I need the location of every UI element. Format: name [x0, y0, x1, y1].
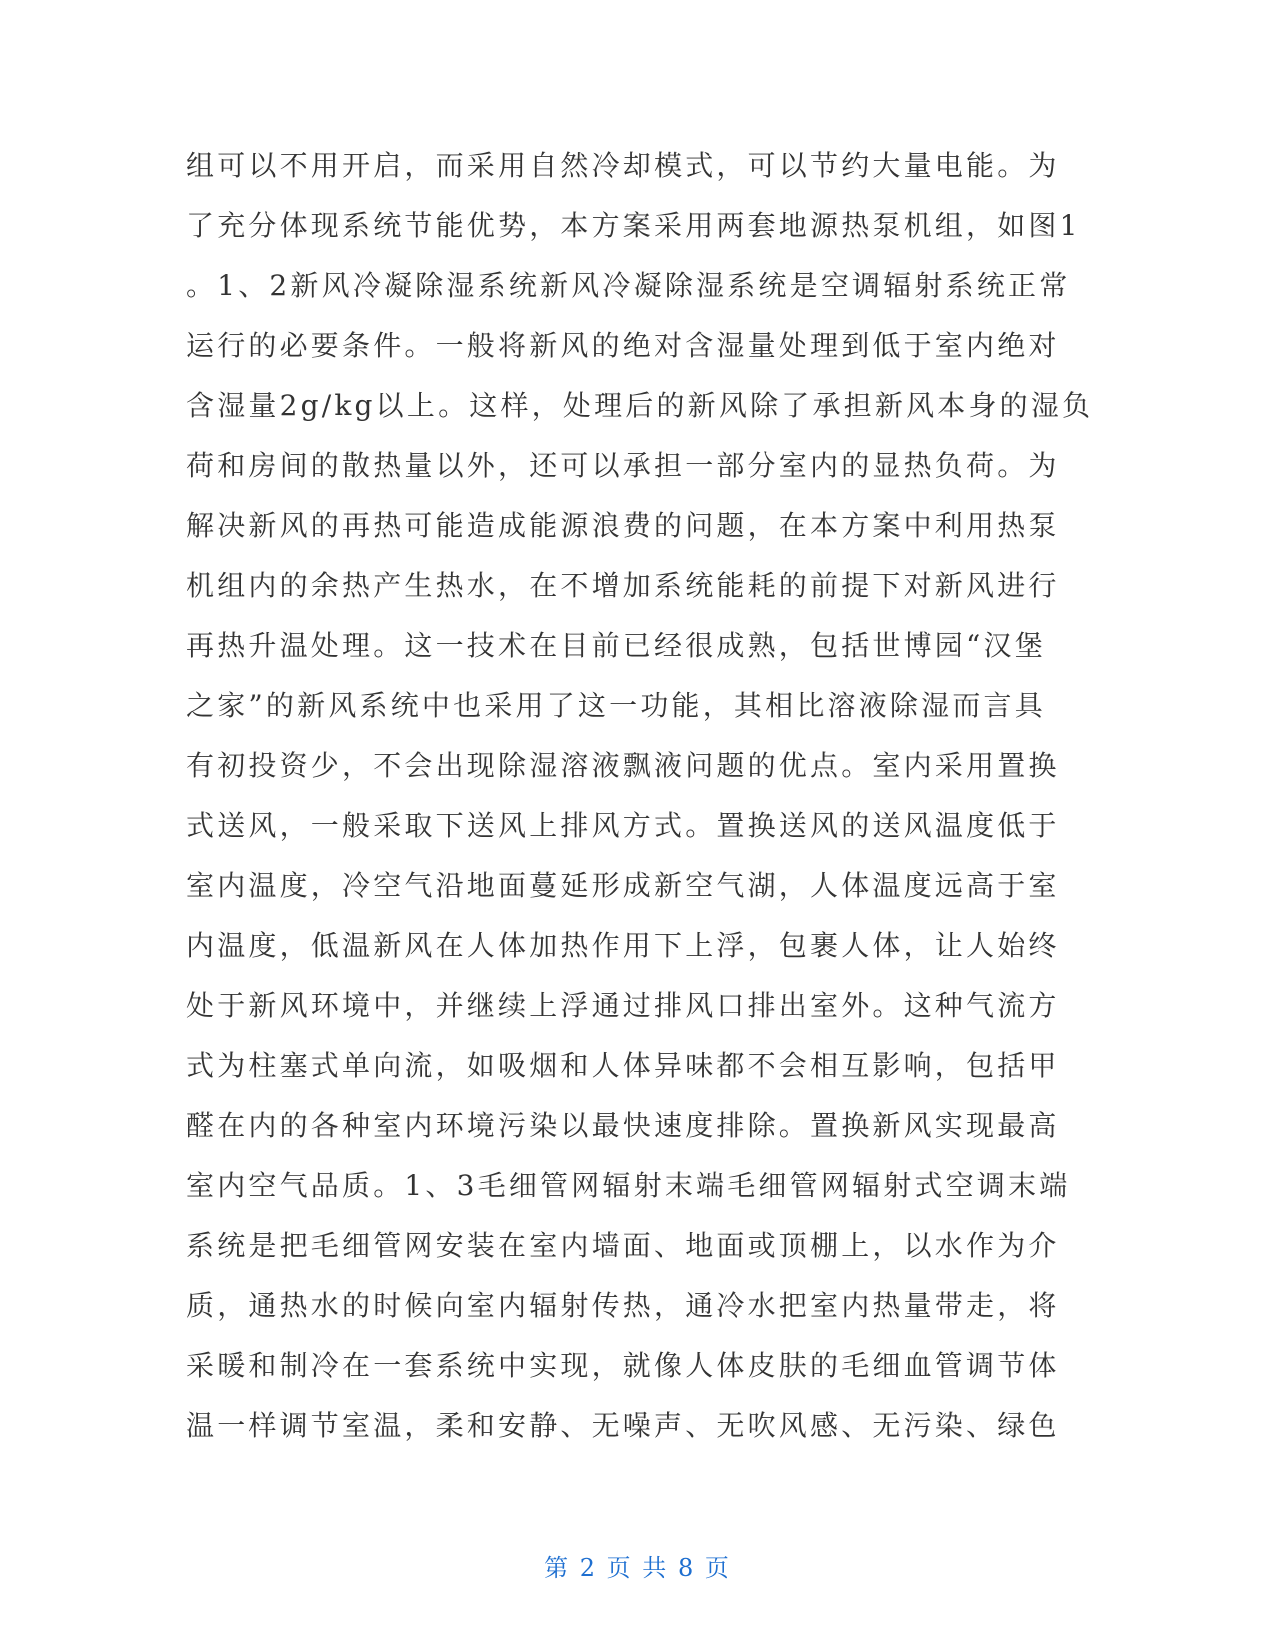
text-line: 质，通热水的时候向室内辐射传热，通冷水把室内热量带走，将: [186, 1289, 1060, 1322]
text-line: 含湿量2g/kg以上。这样，处理后的新风除了承担新风本身的湿负: [186, 389, 1094, 422]
text-line: 了充分体现系统节能优势，本方案采用两套地源热泵机组，如图1: [186, 209, 1081, 242]
text-line: 采暖和制冷在一套系统中实现，就像人体皮肤的毛细血管调节体: [186, 1349, 1060, 1382]
text-line: 再热升温处理。这一技术在目前已经很成熟，包括世博园“汉堡: [186, 629, 1046, 662]
body-text: [186, 136, 1094, 1456]
text-line: 。1、2新风冷凝除湿系统新风冷凝除湿系统是空调辐射系统正常: [186, 269, 1071, 302]
footer-prefix: 第: [544, 1554, 571, 1582]
text-line: 组可以不用开启，而采用自然冷却模式，可以节约大量电能。为: [186, 149, 1060, 182]
text-line: 系统是把毛细管网安装在室内墙面、地面或顶棚上，以水作为介: [186, 1229, 1060, 1262]
text-line: 醛在内的各种室内环境污染以最快速度排除。置换新风实现最高: [186, 1109, 1060, 1142]
text-line: 机组内的余热产生热水，在不增加系统能耗的前提下对新风进行: [186, 569, 1060, 602]
page-number-footer: [0, 1548, 1275, 1583]
text-line: 荷和房间的散热量以外，还可以承担一部分室内的显热负荷。为: [186, 449, 1060, 482]
footer-suffix: 页: [704, 1554, 731, 1582]
text-line: 温一样调节室温，柔和安静、无噪声、无吹风感、无污染、绿色: [186, 1409, 1060, 1442]
text-line: 有初投资少，不会出现除湿溶液飘液问题的优点。室内采用置换: [186, 749, 1060, 782]
text-line: 室内温度，冷空气沿地面蔓延形成新空气湖，人体温度远高于室: [186, 869, 1060, 902]
text-line: 内温度，低温新风在人体加热作用下上浮，包裹人体，让人始终: [186, 929, 1060, 962]
text-line: 式送风，一般采取下送风上排风方式。置换送风的送风温度低于: [186, 809, 1060, 842]
footer-current-page: 2: [579, 1554, 598, 1582]
text-line: 之家”的新风系统中也采用了这一功能，其相比溶液除湿而言具: [186, 689, 1046, 722]
text-line: 解决新风的再热可能造成能源浪费的问题，在本方案中利用热泵: [186, 509, 1060, 542]
footer-total-pages: 8: [677, 1554, 696, 1582]
text-line: 室内空气品质。1、3毛细管网辐射末端毛细管网辐射式空调末端: [186, 1169, 1071, 1202]
text-line: 处于新风环境中，并继续上浮通过排风口排出室外。这种气流方: [186, 989, 1060, 1022]
footer-middle: 页 共: [606, 1554, 669, 1582]
text-line: 运行的必要条件。一般将新风的绝对含湿量处理到低于室内绝对: [186, 329, 1060, 362]
text-line: 式为柱塞式单向流，如吸烟和人体异味都不会相互影响，包括甲: [186, 1049, 1060, 1082]
